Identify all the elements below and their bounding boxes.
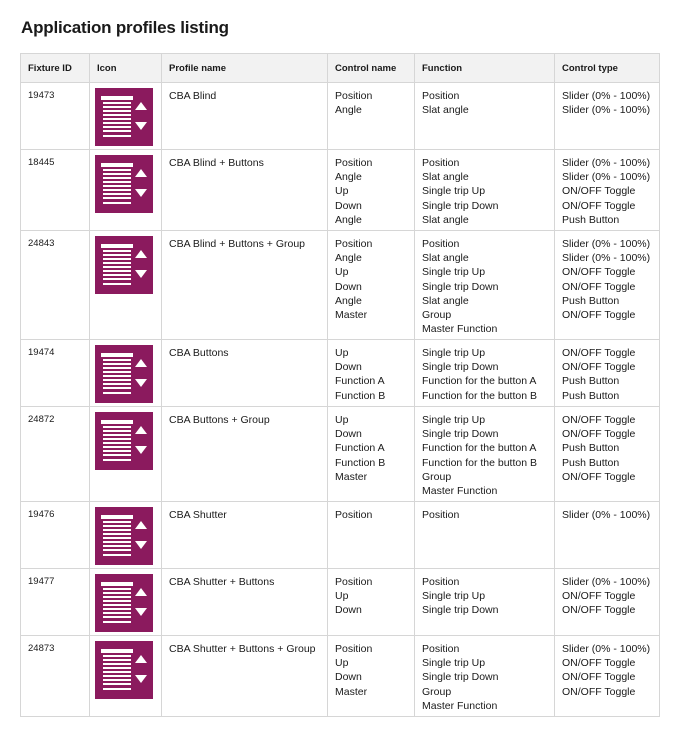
function-cell: [415, 502, 555, 569]
function: Slat angle: [422, 171, 469, 184]
control-type-cell: [555, 502, 660, 569]
control-type: ON/OFF Toggle: [562, 685, 636, 698]
control-name: Master: [335, 470, 368, 483]
table-row: [21, 150, 660, 231]
function: Group: [422, 308, 452, 321]
control-type: Push Button: [562, 456, 620, 469]
header-control-name: Control name: [328, 54, 415, 83]
control-type: Slider (0% - 100%): [562, 509, 651, 521]
blind-icon: [95, 155, 153, 213]
function: Slat angle: [422, 252, 469, 265]
function: Single trip Up: [422, 590, 486, 603]
control-name: Angle: [335, 104, 362, 117]
fixture-id: 19477: [28, 576, 55, 587]
control-name: Function B: [335, 456, 386, 469]
page-title: Application profiles listing: [21, 18, 229, 37]
control-type: Push Button: [562, 389, 620, 402]
blind-icon: [95, 236, 153, 294]
control-name-cell: [328, 636, 415, 717]
control-type: Push Button: [562, 375, 620, 388]
control-type: ON/OFF Toggle: [562, 199, 636, 212]
fixture-id-cell: [21, 340, 90, 407]
function: Master Function: [422, 323, 498, 336]
profile-name: CBA Blind + Buttons + Group: [169, 238, 305, 250]
blind-icon: [95, 412, 153, 470]
control-name: Up: [335, 266, 349, 279]
fixture-id-cell: [21, 231, 90, 340]
function: Slat angle: [422, 213, 469, 226]
function: Single trip Up: [422, 347, 486, 359]
function: Single trip Down: [422, 671, 499, 684]
profile-name: CBA Buttons: [169, 347, 229, 359]
function-cell: [415, 569, 555, 636]
icon-cell: [90, 502, 162, 569]
function: Single trip Down: [422, 604, 499, 617]
blind-icon: [95, 507, 153, 565]
control-type: Slider (0% - 100%): [562, 157, 651, 169]
control-name: Up: [335, 657, 349, 670]
function: Group: [422, 470, 452, 483]
control-type: ON/OFF Toggle: [562, 671, 636, 684]
profile-name: CBA Shutter + Buttons: [169, 576, 275, 588]
control-type-cell: [555, 569, 660, 636]
control-type-cell: [555, 340, 660, 407]
control-name: Angle: [335, 294, 362, 307]
function: Single trip Down: [422, 199, 499, 212]
fixture-id-cell: [21, 502, 90, 569]
blind-icon: [95, 88, 153, 146]
control-name: Master: [335, 308, 368, 321]
control-name: Angle: [335, 171, 362, 184]
profile-name: CBA Blind: [169, 90, 217, 102]
fixture-id-cell: [21, 407, 90, 502]
icon-cell: [90, 231, 162, 340]
control-type: ON/OFF Toggle: [562, 414, 636, 426]
function: Function for the button A: [422, 375, 537, 388]
control-name: Down: [335, 361, 362, 374]
fixture-id: 18445: [28, 157, 55, 168]
control-type: Slider (0% - 100%): [562, 171, 651, 184]
control-type: Slider (0% - 100%): [562, 576, 651, 588]
control-type-cell: [555, 83, 660, 150]
control-type: Slider (0% - 100%): [562, 643, 651, 655]
fixture-id-cell: [21, 636, 90, 717]
control-type: Push Button: [562, 294, 620, 307]
header-fixture-id: Fixture ID: [21, 54, 90, 83]
function: Master Function: [422, 699, 498, 712]
profile-name-cell: [162, 231, 328, 340]
control-name: Function A: [335, 375, 385, 388]
control-name-cell: [328, 569, 415, 636]
control-type: ON/OFF Toggle: [562, 604, 636, 617]
function: Single trip Up: [422, 185, 486, 198]
table-row: [21, 569, 660, 636]
function: Single trip Down: [422, 280, 499, 293]
control-type: Push Button: [562, 213, 620, 226]
control-name-cell: [328, 150, 415, 231]
function-cell: [415, 636, 555, 717]
control-name: Angle: [335, 213, 362, 226]
control-type: ON/OFF Toggle: [562, 266, 636, 279]
control-name-cell: [328, 502, 415, 569]
table-row: [21, 83, 660, 150]
profile-name-cell: [162, 150, 328, 231]
header-function: Function: [415, 54, 555, 83]
blind-icon: [95, 641, 153, 699]
control-name-cell: [328, 231, 415, 340]
control-name: Up: [335, 185, 349, 198]
function: Single trip Down: [422, 361, 499, 374]
blind-icon: [95, 574, 153, 632]
control-type: ON/OFF Toggle: [562, 185, 636, 198]
fixture-id: 19476: [28, 509, 55, 520]
control-name: Position: [335, 576, 373, 588]
fixture-id: 24872: [28, 414, 55, 425]
control-name: Angle: [335, 252, 362, 265]
control-name: Position: [335, 90, 373, 102]
control-name-cell: [328, 83, 415, 150]
fixture-id-cell: [21, 150, 90, 231]
function-cell: [415, 340, 555, 407]
header-icon: Icon: [90, 54, 162, 83]
control-name-cell: [328, 340, 415, 407]
function-cell: [415, 150, 555, 231]
function-cell: [415, 407, 555, 502]
function: Slat angle: [422, 294, 469, 307]
header-profile-name: Profile name: [162, 54, 328, 83]
fixture-id-cell: [21, 569, 90, 636]
function: Single trip Down: [422, 428, 499, 441]
function-cell: [415, 83, 555, 150]
icon-cell: [90, 340, 162, 407]
control-name: Position: [335, 509, 373, 521]
function: Slat angle: [422, 104, 469, 117]
icon-cell: [90, 83, 162, 150]
control-type: Slider (0% - 100%): [562, 104, 651, 117]
fixture-id: 24873: [28, 643, 55, 654]
function: Position: [422, 509, 460, 521]
profile-name: CBA Blind + Buttons: [169, 157, 264, 169]
control-type: ON/OFF Toggle: [562, 470, 636, 483]
profile-name-cell: [162, 569, 328, 636]
profiles-table: [20, 53, 660, 717]
control-name: Up: [335, 414, 349, 426]
control-name: Position: [335, 238, 373, 250]
control-name: Position: [335, 157, 373, 169]
function: Function for the button A: [422, 442, 537, 455]
fixture-id-cell: [21, 83, 90, 150]
control-name: Down: [335, 604, 362, 617]
control-name: Master: [335, 685, 368, 698]
control-name: Down: [335, 428, 362, 441]
control-name: Down: [335, 671, 362, 684]
control-type: Slider (0% - 100%): [562, 90, 651, 102]
function: Master Function: [422, 484, 498, 497]
control-type: Slider (0% - 100%): [562, 238, 651, 250]
function: Group: [422, 685, 452, 698]
fixture-id: 24843: [28, 238, 55, 249]
table-row: [21, 502, 660, 569]
control-type-cell: [555, 231, 660, 340]
function: Single trip Up: [422, 414, 486, 426]
icon-cell: [90, 636, 162, 717]
control-type: Push Button: [562, 442, 620, 455]
profile-name-cell: [162, 502, 328, 569]
table-row: [21, 231, 660, 340]
icon-cell: [90, 569, 162, 636]
profile-name: CBA Shutter + Buttons + Group: [169, 643, 316, 655]
control-type: ON/OFF Toggle: [562, 347, 636, 359]
control-name-cell: [328, 407, 415, 502]
function: Position: [422, 238, 460, 250]
control-name: Down: [335, 199, 362, 212]
control-name: Function A: [335, 442, 385, 455]
control-type-cell: [555, 150, 660, 231]
function: Position: [422, 157, 460, 169]
control-name: Up: [335, 590, 349, 603]
table-row: [21, 340, 660, 407]
control-type-cell: [555, 636, 660, 717]
icon-cell: [90, 407, 162, 502]
control-name: Function B: [335, 389, 386, 402]
control-type: ON/OFF Toggle: [562, 308, 636, 321]
profile-name: CBA Shutter: [169, 509, 227, 521]
fixture-id: 19474: [28, 347, 55, 358]
control-type: ON/OFF Toggle: [562, 428, 636, 441]
profile-name-cell: [162, 636, 328, 717]
control-name: Up: [335, 347, 349, 359]
function-cell: [415, 231, 555, 340]
function: Position: [422, 90, 460, 102]
function: Single trip Up: [422, 657, 486, 670]
icon-cell: [90, 150, 162, 231]
function: Function for the button B: [422, 389, 537, 402]
table-row: [21, 407, 660, 502]
function: Position: [422, 576, 460, 588]
profile-name-cell: [162, 340, 328, 407]
profile-name-cell: [162, 83, 328, 150]
control-type: ON/OFF Toggle: [562, 280, 636, 293]
blind-icon: [95, 345, 153, 403]
table-row: [21, 636, 660, 717]
function: Position: [422, 643, 460, 655]
table-header-row: [21, 54, 660, 83]
function: Function for the button B: [422, 456, 537, 469]
control-type-cell: [555, 407, 660, 502]
control-type: Slider (0% - 100%): [562, 252, 651, 265]
function: Single trip Up: [422, 266, 486, 279]
control-type: ON/OFF Toggle: [562, 361, 636, 374]
fixture-id: 19473: [28, 90, 55, 101]
profile-name-cell: [162, 407, 328, 502]
profile-name: CBA Buttons + Group: [169, 414, 270, 426]
control-name: Position: [335, 643, 373, 655]
control-type: ON/OFF Toggle: [562, 657, 636, 670]
control-type: ON/OFF Toggle: [562, 590, 636, 603]
control-name: Down: [335, 280, 362, 293]
header-control-type: Control type: [555, 54, 660, 83]
